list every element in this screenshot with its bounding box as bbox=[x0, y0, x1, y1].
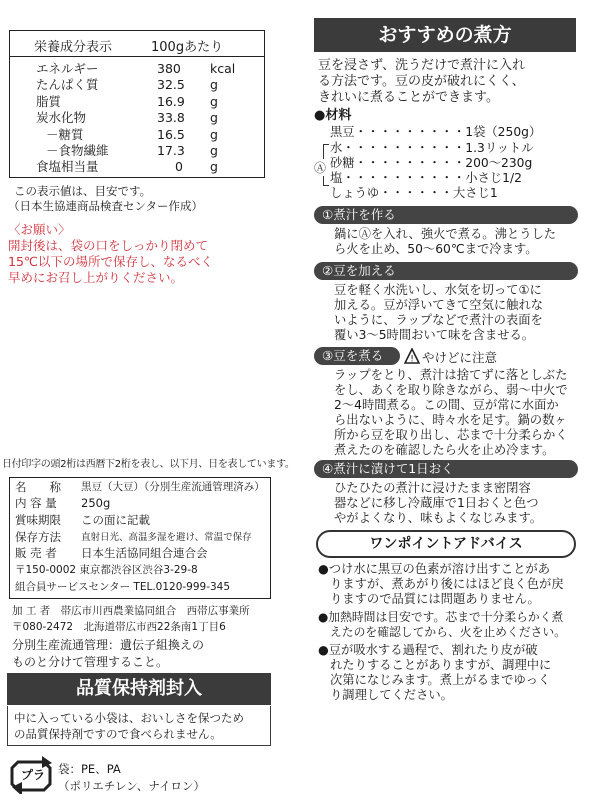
nutrition-row-name: －糖質 bbox=[46, 127, 84, 142]
plastic-recycle-icon bbox=[8, 754, 56, 794]
info-value: 250g bbox=[81, 496, 111, 510]
recipe-intro: る方法です。豆の皮が破れにくく、 bbox=[318, 74, 525, 89]
step-2-text: 覆い3～5時間おいて味を含ませる。 bbox=[334, 328, 535, 342]
nutrition-row bbox=[10, 127, 264, 142]
step-3-text: ら出ないように、時々水を足す。鍋の数ヶ bbox=[334, 413, 567, 427]
step-3-text: 2～4時間煮る。この間、豆が常に水面か bbox=[334, 398, 559, 412]
nutrition-row-value: 16.9 bbox=[157, 94, 185, 109]
material-item: 黒豆・・・・・・・・・1袋（250g） bbox=[330, 125, 542, 139]
nutrition-row bbox=[10, 94, 264, 109]
advice-item: りますので品質には問題ありません。 bbox=[330, 592, 540, 606]
nutrition-table bbox=[9, 30, 265, 178]
nutrition-row bbox=[10, 143, 264, 158]
processor-line: 加 工 者 帯広市川西農業協同組合 西帯広事業所 bbox=[12, 605, 250, 617]
step-2-title: ②豆を加える bbox=[314, 262, 578, 280]
desiccant-text: の品質保持剤ですので食べられません。 bbox=[14, 727, 222, 741]
step-4-text: ひたひたの煮汁に浸けたまま密閉容 bbox=[334, 481, 531, 495]
packaging-material-detail: （ポリエチレン、ナイロン） bbox=[58, 779, 206, 793]
recipe-title: おすすめの煮方 bbox=[314, 18, 576, 52]
nutrition-source: （日本生協連商品検査センター作成） bbox=[8, 199, 204, 213]
step-1-title: ①煮汁を作る bbox=[314, 206, 578, 224]
material-item: 水・・・・・・・・・・1.3リットル bbox=[330, 141, 534, 155]
gmo-note: ものと分けて管理すること。 bbox=[12, 655, 169, 669]
info-value: 〒150-0002 東京都渋谷区渋谷3-29-8 bbox=[15, 564, 198, 576]
nutrition-row-name: 食塩相当量 bbox=[36, 159, 99, 174]
nutrition-row-value: 17.3 bbox=[157, 143, 185, 158]
request-line: 早めにお召し上がりください。 bbox=[8, 270, 184, 285]
nutrition-note: この表示値は、目安です。 bbox=[14, 184, 152, 198]
info-label: 名 称 bbox=[15, 480, 61, 494]
nutrition-row-unit: g bbox=[210, 77, 218, 92]
request-title: 〈お願い〉 bbox=[8, 222, 71, 237]
nutrition-row-value: 16.5 bbox=[157, 127, 185, 142]
step-3-text: ラップをとり、煮汁は捨てずに落としぶた bbox=[334, 368, 568, 382]
nutrition-row-value: 33.8 bbox=[157, 110, 185, 125]
material-item: しょうゆ・・・・・・大さじ1 bbox=[330, 186, 498, 200]
nutrition-row bbox=[10, 61, 264, 76]
warning-icon bbox=[404, 348, 420, 364]
date-note: 日付印字の頭2桁は西暦下2桁を表し、以下月、日を表しています。 bbox=[2, 459, 295, 470]
nutrition-row-unit: g bbox=[210, 94, 218, 109]
svg-text:!: ! bbox=[410, 354, 414, 364]
step-2-text: 加える。豆が浮いてきて空気に触れな bbox=[334, 298, 544, 312]
nutrition-header bbox=[10, 31, 264, 57]
nutrition-row-name: エネルギー bbox=[36, 61, 99, 76]
info-value: 直射日光、高温多湿を避け、常温で保存 bbox=[81, 532, 252, 543]
desiccant-text: 中に入っている小袋は、おいしさを保つため bbox=[14, 711, 244, 725]
gmo-note: 分別生産流通管理：遺伝子組換えの bbox=[12, 638, 205, 652]
request-line: 15℃以下の場所で保存し、なるべく bbox=[8, 254, 213, 269]
nutrition-row bbox=[10, 110, 264, 125]
advice-item: れたりすることがありますが、調理中に bbox=[330, 658, 552, 672]
recipe-intro: 豆を浸さず、洗うだけで煮汁に入れ bbox=[318, 58, 525, 73]
material-item: 砂糖・・・・・・・・・200～230g bbox=[330, 156, 533, 170]
nutrition-row-name: 脂質 bbox=[36, 94, 62, 109]
step-4-text: やがよくなり、味もよくなじみます。 bbox=[334, 511, 543, 525]
step-4-text: 器などに移し冷蔵庫で1日おくと色つ bbox=[334, 496, 539, 510]
nutrition-header-basis: 100gあたり bbox=[151, 40, 224, 55]
advice-item: ●つけ水に黒豆の色素が溶け出すことがあ bbox=[318, 562, 551, 576]
nutrition-row-name: －食物繊維 bbox=[46, 143, 109, 158]
step-3-title: ③豆を煮る bbox=[314, 347, 400, 365]
product-info-table bbox=[9, 477, 271, 599]
advice-item: ●加熱時間は目安です。芯まで十分柔らかく煮 bbox=[318, 610, 564, 624]
step-2-text: いように、ラップなどで煮汁の表面を bbox=[334, 313, 543, 327]
plastic-mark-text: プラ bbox=[21, 768, 46, 782]
nutrition-row-unit: g bbox=[210, 143, 218, 158]
nutrition-row-name: 炭水化物 bbox=[36, 110, 87, 125]
recipe-intro: きれいに煮ることができます。 bbox=[318, 90, 499, 105]
nutrition-row-value: 32.5 bbox=[157, 77, 185, 92]
info-value: 日本生活協同組合連合会 bbox=[81, 546, 208, 560]
packaging-material: 袋：PE、PA bbox=[58, 762, 121, 776]
nutrition-row-unit: g bbox=[210, 159, 218, 174]
info-label: 内 容 量 bbox=[15, 496, 57, 510]
advice-item: り調理してください。 bbox=[330, 688, 453, 702]
request-line: 開封後は、袋の口をしっかり閉めて bbox=[8, 238, 209, 253]
nutrition-row bbox=[10, 77, 264, 92]
step-2-text: 豆を軽く水洗いし、水気を切って①に bbox=[334, 283, 542, 297]
step-3-text: をし、あくを取り除きながら、弱～中火で bbox=[334, 383, 568, 397]
step-1-text: 鍋にⒶを入れ、強火で煮る。沸とうした bbox=[334, 227, 557, 241]
step-1-text: ら火を止め、50～60℃まで冷ます。 bbox=[334, 242, 538, 256]
nutrition-row-unit: g bbox=[210, 110, 218, 125]
info-value: この面に記載 bbox=[81, 513, 150, 527]
materials-title: ●材料 bbox=[314, 108, 352, 123]
desiccant-box bbox=[7, 706, 271, 746]
advice-item: ●豆が吸水する過程で、割れたり皮が破 bbox=[318, 643, 538, 657]
desiccant-banner: 品質保持剤封入 bbox=[7, 673, 271, 705]
nutrition-row-name: たんぱく質 bbox=[36, 77, 99, 92]
step-4-title: ④煮汁に漬けて1日おく bbox=[314, 460, 578, 478]
nutrition-row-unit: kcal bbox=[210, 61, 236, 76]
material-item: 塩・・・・・・・・・・小さじ1/2 bbox=[330, 171, 522, 185]
nutrition-row-unit: g bbox=[210, 127, 218, 142]
info-label: 賞味期限 bbox=[15, 513, 61, 527]
step-3-warning: やけどに注意 bbox=[422, 350, 498, 365]
advice-item: 次第になじみます。煮上がるまでゆっく bbox=[330, 673, 551, 687]
info-value: 組合員サービスセンター TEL.0120-999-345 bbox=[15, 581, 231, 593]
nutrition-row-value: 380 bbox=[157, 61, 181, 76]
info-label: 販 売 者 bbox=[15, 546, 57, 560]
info-label: 保存方法 bbox=[15, 530, 61, 544]
advice-title: ワンポイントアドバイス bbox=[316, 530, 576, 558]
advice-item: えたのを確認してから、火を止めください。 bbox=[330, 625, 566, 639]
step-3-text: 煮えたのを確認したら火を止め冷ます。 bbox=[334, 443, 555, 457]
nutrition-row-value: 0 bbox=[175, 159, 183, 174]
nutrition-header-label: 栄養成分表示 bbox=[34, 40, 113, 55]
advice-item: りますが、煮あがり後にはほど良く色が戻 bbox=[330, 577, 564, 591]
nutrition-row bbox=[10, 159, 264, 174]
step-3-text: 所から豆を取り出し、芯まで十分柔らかく bbox=[334, 428, 568, 442]
processor-address: 〒080-2472 北海道帯広市西22条南1丁目6 bbox=[12, 621, 226, 633]
material-group-mark: Ⓐ bbox=[314, 161, 327, 175]
info-value: 黒豆（大豆）（分別生産流通管理済み） bbox=[81, 481, 265, 493]
